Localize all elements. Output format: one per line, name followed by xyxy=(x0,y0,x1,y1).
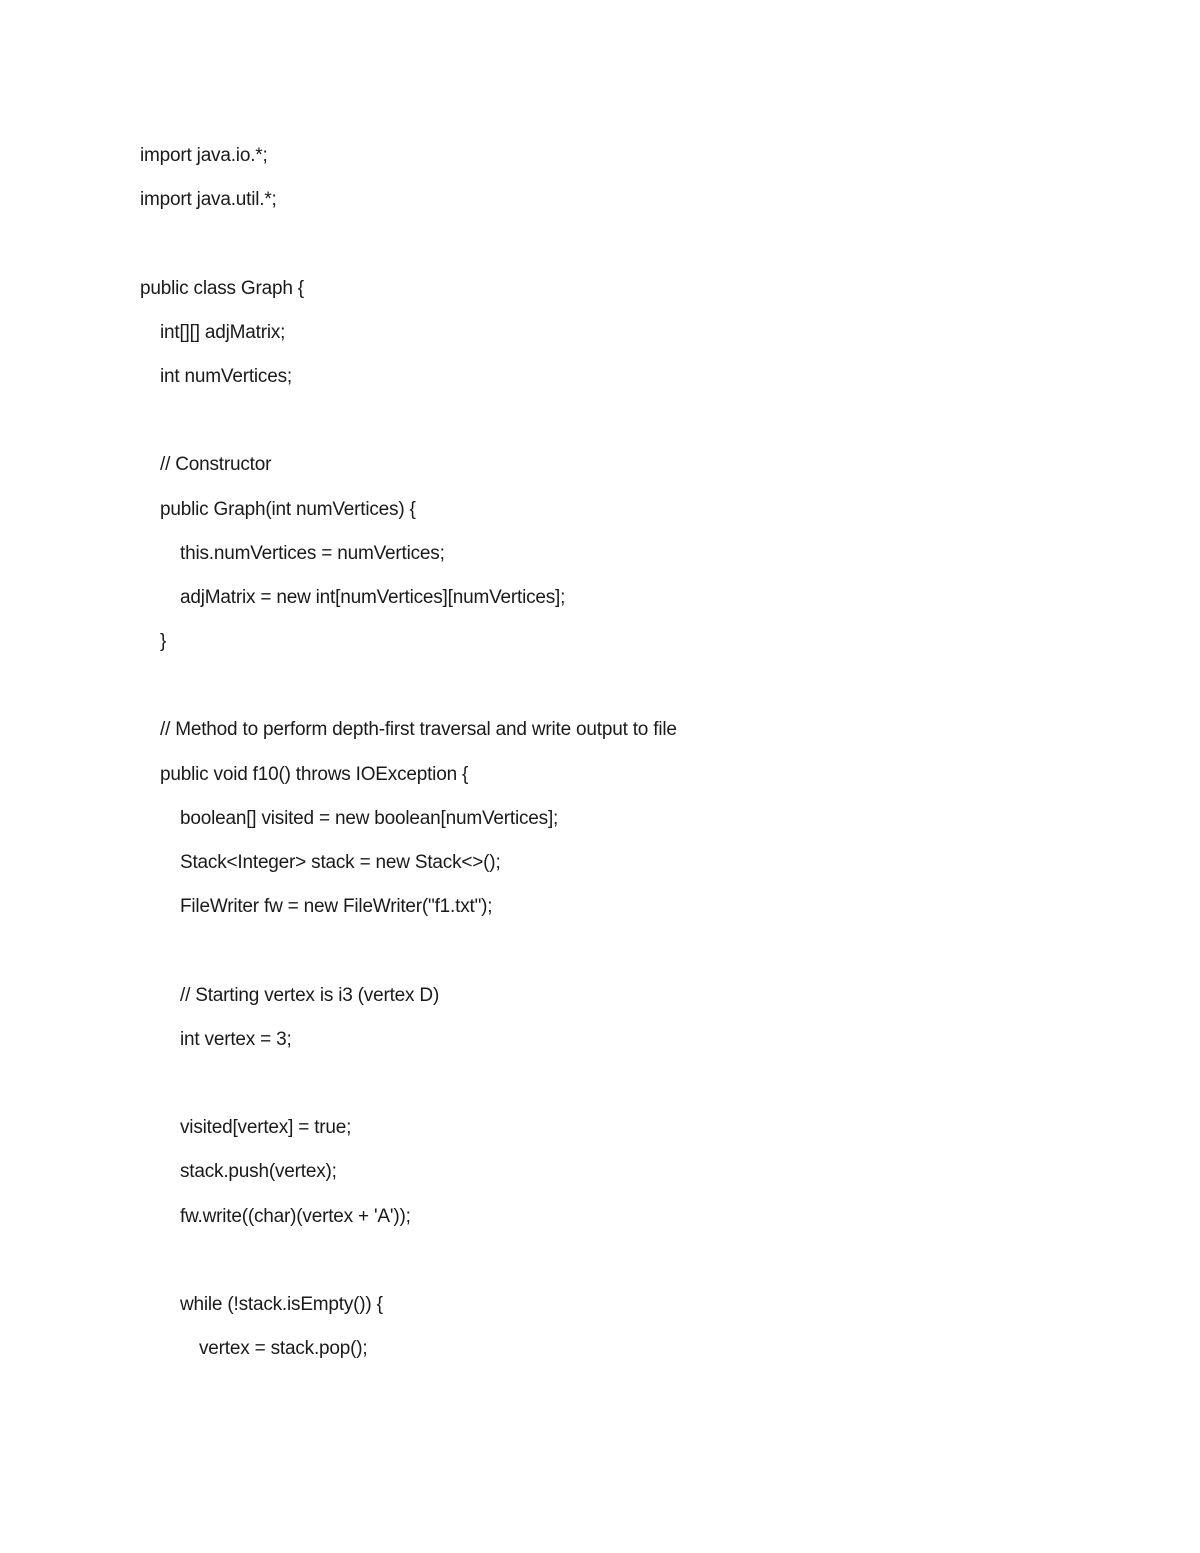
code-line: fw.write((char)(vertex + 'A')); xyxy=(180,1205,411,1227)
code-line: public Graph(int numVertices) { xyxy=(160,498,416,520)
code-line: public class Graph { xyxy=(140,277,304,299)
code-line: } xyxy=(160,631,167,653)
code-line: // Starting vertex is i3 (vertex D) xyxy=(180,984,440,1006)
blank-line xyxy=(140,669,1120,713)
code-line: vertex = stack.pop(); xyxy=(199,1338,368,1360)
code-line: int[][] adjMatrix; xyxy=(160,321,286,343)
code-line: while (!stack.isEmpty()) { xyxy=(180,1293,383,1315)
code-line: import java.util.*; xyxy=(140,189,277,211)
code-line: int numVertices; xyxy=(160,365,292,387)
code-line: adjMatrix = new int[numVertices][numVertices]; xyxy=(180,586,566,608)
code-line: boolean[] visited = new boolean[numVertices]; xyxy=(180,807,559,829)
blank-line xyxy=(140,227,1120,271)
code-line: FileWriter fw = new FileWriter("f1.txt"); xyxy=(180,896,493,918)
code-line: int vertex = 3; xyxy=(180,1028,292,1050)
code-line: this.numVertices = numVertices; xyxy=(180,542,445,564)
code-line: public void f10() throws IOException { xyxy=(160,763,469,785)
blank-line xyxy=(140,404,1120,448)
code-line: // Method to perform depth-first traversal and write output to file xyxy=(160,719,677,741)
code-line: // Constructor xyxy=(160,454,272,476)
code-line: import java.io.*; xyxy=(140,145,268,166)
code-line: Stack<Integer> stack = new Stack<>(); xyxy=(180,852,501,873)
code-line: stack.push(vertex); xyxy=(180,1161,337,1183)
blank-line xyxy=(140,1067,1120,1111)
code-line: visited[vertex] = true; xyxy=(180,1117,352,1139)
blank-line xyxy=(140,1244,1120,1288)
code-listing xyxy=(140,139,1120,1376)
blank-line xyxy=(140,934,1120,978)
